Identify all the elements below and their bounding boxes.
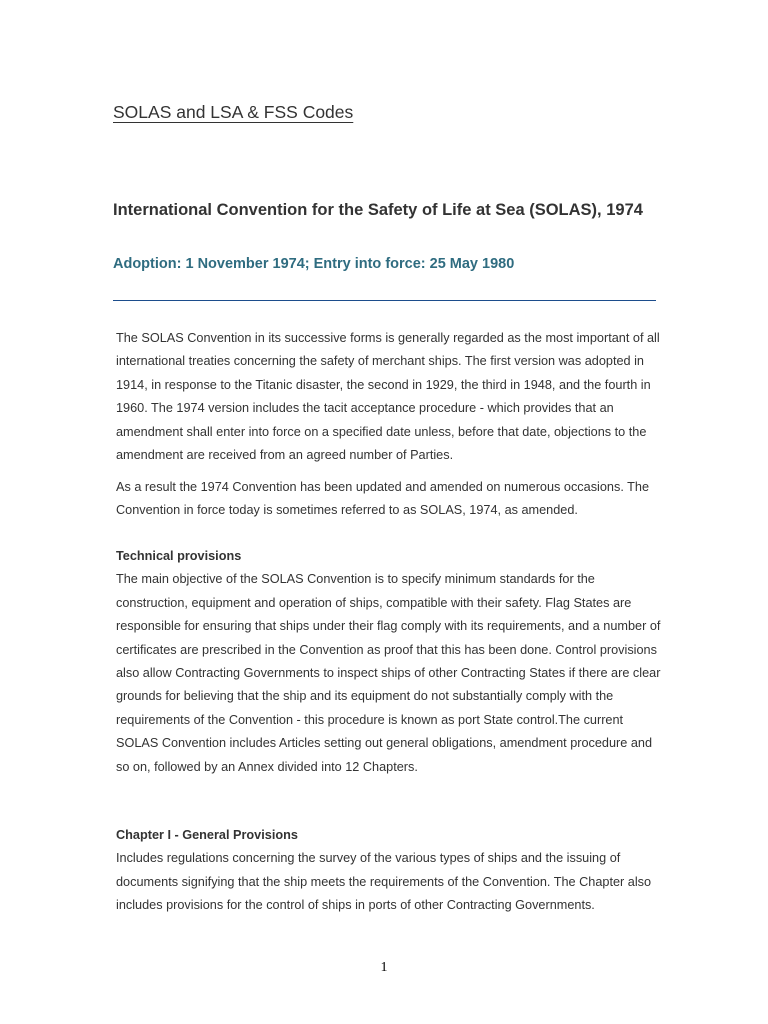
amendment-paragraph: As a result the 1974 Convention has been updated and amended on numerous occasions. The Convention in force today is sometimes referred to as SOLAS, 1974, as amended. <box>116 480 650 518</box>
section-technical-provisions <box>116 545 661 779</box>
section-text: The main objective of the SOLAS Convention is to specify minimum standards for the construction, equipment and operation of ships, compatible with their safety. Flag States are responsible for ensuring that ships under their flag comply with its requirements, and a number of certificates are prescribed in the Convention as proof that this has been done. Control provisions also allow Contracting Governments to inspect ships of other Contracting States if there are clear grounds for believing that the ship and its equipment do not substantially comply with the requirements of the Convention - this procedure is known as port State control.The current SOLAS Convention includes Articles setting out general obligations, amendment procedure and so on, followed by an Annex divided into 12 Chapters. <box>116 572 661 774</box>
section-heading: Chapter I - General Provisions <box>116 828 298 842</box>
horizontal-divider <box>113 300 656 301</box>
intro-paragraph: The SOLAS Convention in its successive forms is generally regarded as the most important of all international treaties concerning the safety of merchant ships. The first version was adopted in 1914, in response to the Titanic disaster, the second in 1929, the third in 1948, and the fourth in 1960. The 1974 version includes the tacit acceptance procedure - which provides that an amendment shall enter into force on a specified date unless, before that date, objections to the amendment are received from an agreed number of Parties. <box>116 331 660 463</box>
document-title: International Convention for the Safety of Life at Sea (SOLAS), 1974 <box>113 201 643 219</box>
section-text: Includes regulations concerning the survey of the various types of ships and the issuing of documents signifying that the ship meets the requirements of the Convention. The Chapter also includes provisions for the control of ships in ports of other Contracting Governments. <box>116 851 652 913</box>
page-number: 1 <box>380 960 388 975</box>
document-header-link[interactable]: SOLAS and LSA & FSS Codes <box>113 102 354 122</box>
section-chapter-1 <box>116 824 661 918</box>
adoption-date-subtitle: Adoption: 1 November 1974; Entry into force: 25 May 1980 <box>113 256 515 272</box>
section-heading: Technical provisions <box>116 549 242 563</box>
